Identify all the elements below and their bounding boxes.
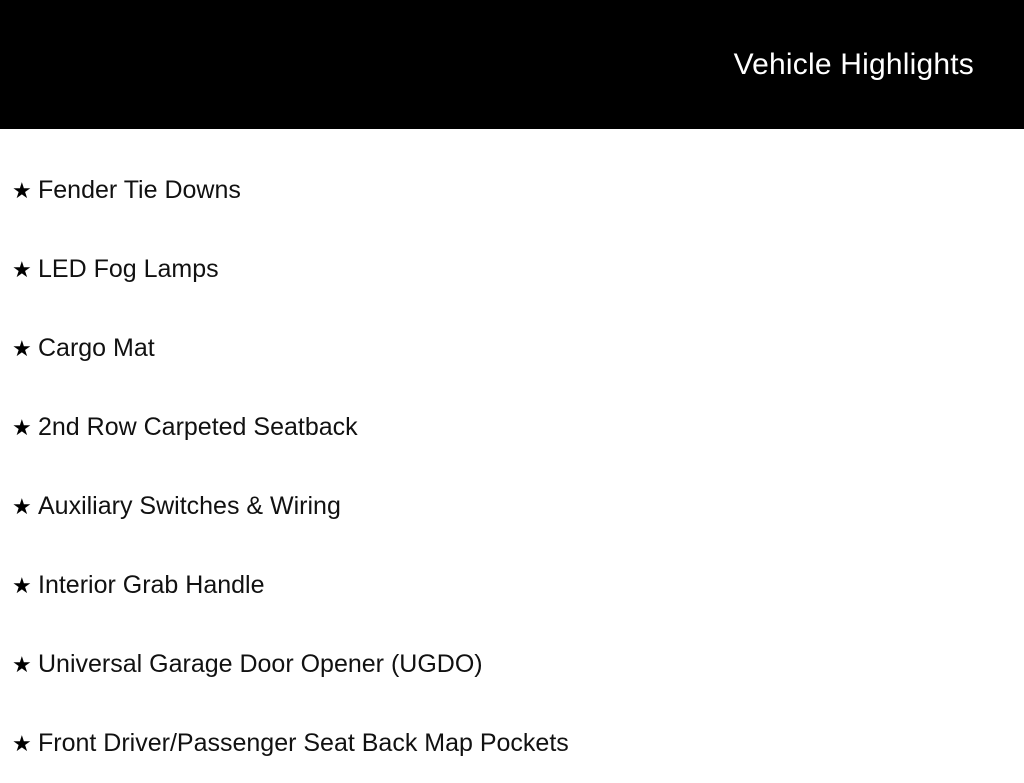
- list-item: [0, 625, 1024, 704]
- star-icon: ★: [12, 335, 32, 361]
- page-header: [0, 0, 1024, 129]
- list-item: [0, 151, 1024, 230]
- star-icon: ★: [12, 256, 32, 282]
- list-item-label: Universal Garage Door Opener (UGDO): [38, 649, 483, 678]
- star-icon: ★: [12, 730, 32, 756]
- vehicle-highlights-list: [0, 129, 1024, 783]
- star-icon: ★: [12, 651, 32, 677]
- list-item: [0, 309, 1024, 388]
- list-item-label: Auxiliary Switches & Wiring: [38, 491, 341, 520]
- list-item: [0, 388, 1024, 467]
- page-title: Vehicle Highlights: [733, 47, 974, 81]
- list-item: [0, 546, 1024, 625]
- list-item-label: Fender Tie Downs: [38, 175, 241, 204]
- list-item-label: Front Driver/Passenger Seat Back Map Pockets: [38, 728, 569, 757]
- list-item: [0, 230, 1024, 309]
- star-icon: ★: [12, 414, 32, 440]
- list-item: [0, 467, 1024, 546]
- list-item-label: LED Fog Lamps: [38, 254, 219, 283]
- star-icon: ★: [12, 572, 32, 598]
- list-item-label: 2nd Row Carpeted Seatback: [38, 412, 358, 441]
- star-icon: ★: [12, 177, 32, 203]
- list-item-label: Interior Grab Handle: [38, 570, 265, 599]
- list-item: [0, 704, 1024, 783]
- list-item-label: Cargo Mat: [38, 333, 155, 362]
- star-icon: ★: [12, 493, 32, 519]
